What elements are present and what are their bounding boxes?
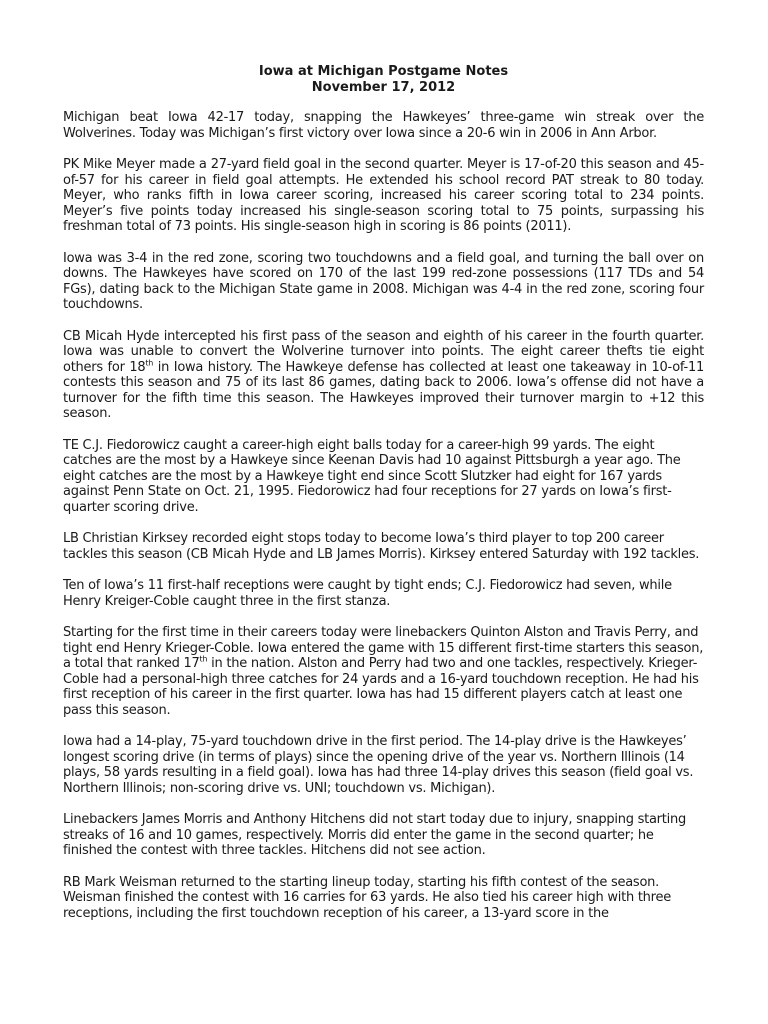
document-date: November 17, 2012: [311, 79, 456, 95]
paragraph-hyde: CB Micah Hyde intercepted his first pass of the season and eighth of his career in the fourth quarter. Iowa was unable to convert the Wolverine turnover into points. The eight career thefts tie eight others for 18th in Iowa history. The Hawkeye defense has collected at least one takeaway in 10-of-11 contests this season and 75 of its last 86 games, dating back to 2006. Iowa’s offense did not have a turnover for the fifth time this season. The Hawkeyes improved their turnover margin to +12 this season.: [63, 328, 705, 421]
paragraph-meyer: PK Mike Meyer made a 27-yard field goal in the second quarter. Meyer is 17-of-20 this season and 45-of-57 for his career in field goal attempts. He extended his school record PAT streak to 80 today. Meyer, who ranks fifth in Iowa career scoring, increased his career scoring total to 234 points. Meyer’s five points today increased his single-season scoring total to 75 points, surpassing his freshman total of 73 points. His single-season high in scoring is 86 points (2011).: [63, 157, 704, 234]
document-page: [63, 64, 704, 937]
paragraph-fiedorowicz: TE C.J. Fiedorowicz caught a career-high eight balls today for a career-high 99 yards. The eight catches are the most by a Hawkeye since Keenan Davis had 10 against Pittsburgh a year ago. The eight catches are the most by a Hawkeye tight end since Scott Slutzker had eight for 167 yards against Penn State on Oct. 21, 1995. Fiedorowicz had four receptions for 27 yards on Iowa’s first-quarter scoring drive.: [63, 437, 681, 515]
ordinal-suffix: th: [145, 358, 154, 368]
document-header: [63, 64, 704, 95]
paragraph-kirksey: LB Christian Kirksey recorded eight stops today to become Iowa’s third player to top 200 career tackles this season (CB Micah Hyde and LB James Morris). Kirksey entered Saturday with 192 tackles.: [63, 531, 700, 562]
ordinal-suffix: th: [199, 654, 208, 664]
document-title: Iowa at Michigan Postgame Notes: [258, 64, 509, 79]
paragraph-first-starts: Starting for the first time in their careers today were linebackers Quinton Alston and Travis Perry, and tight end Henry Krieger-Coble. Iowa entered the game with 15 different first-time starters this season, a total that ranked 17th in the nation. Alston and Perry had two and one tackles, respectively. Krieger-Coble had a personal-high three catches for 24 yards and a 16-yard touchdown reception. He had his first reception of his career in the first quarter. Iowa has had 15 different players catch at least one pass this season.: [63, 625, 704, 718]
paragraph-final-score: Michigan beat Iowa 42-17 today, snapping the Hawkeyes’ three-game win streak over the Wolverines. Today was Michigan’s first victory over Iowa since a 20-6 win in 2006 in Ann Arbor.: [63, 110, 704, 141]
paragraph-red-zone: Iowa was 3-4 in the red zone, scoring two touchdowns and a field goal, and turning the ball over on downs. The Hawkeyes have scored on 170 of the last 199 red-zone possessions (117 TDs and 54 FGs), dating back to the Michigan State game in 2008. Michigan was 4-4 in the red zone, scoring four touchdowns.: [63, 250, 704, 312]
paragraph-scoring-drive: Iowa had a 14-play, 75-yard touchdown drive in the first period. The 14-play drive is the Hawkeyes’ longest scoring drive (in terms of plays) since the opening drive of the year vs. Northern Illinois (14 plays, 58 yards resulting in a field goal). Iowa has had three 14-play drives this season (field goal vs. Northern Illinois; non-scoring drive vs. UNI; touchdown vs. Michigan).: [63, 734, 694, 796]
paragraph-injuries: Linebackers James Morris and Anthony Hitchens did not start today due to injury, snapping starting streaks of 16 and 10 games, respectively. Morris did enter the game in the second quarter; he finished the contest with three tackles. Hitchens did not see action.: [63, 812, 686, 858]
paragraph-tight-ends: Ten of Iowa’s 11 first-half receptions were caught by tight ends; C.J. Fiedorowicz had seven, while Henry Kreiger-Coble caught three in the first stanza.: [63, 578, 672, 609]
paragraph-weisman: RB Mark Weisman returned to the starting lineup today, starting his fifth contest of the season. Weisman finished the contest with 16 carries for 63 yards. He also tied his career high with three receptions, including the first touchdown reception of his career, a 13-yard score in the: [63, 874, 671, 921]
